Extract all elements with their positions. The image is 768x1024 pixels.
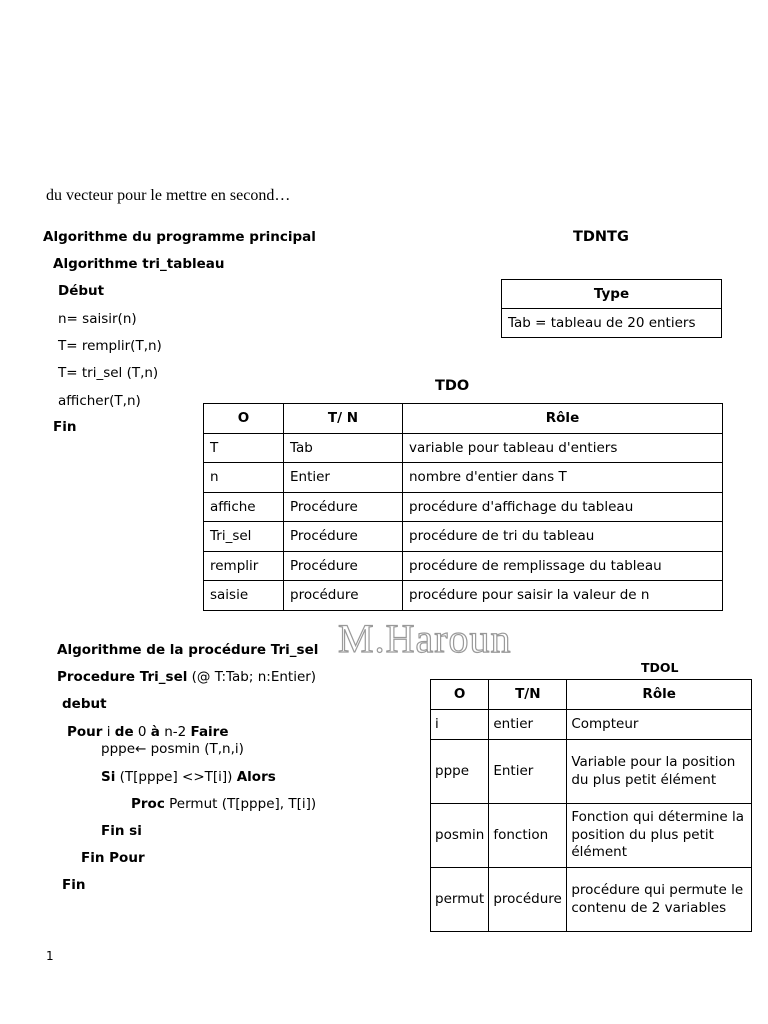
tdol-title: TDOL (641, 660, 679, 675)
tdol-header-role: Rôle (567, 680, 752, 710)
procedure-end: Fin (62, 877, 86, 893)
procedure-begin: debut (62, 696, 107, 712)
tdol-cell: Entier (489, 740, 567, 804)
assign-line: pppe← posmin (T,n,i) (101, 741, 244, 757)
tdo-cell: procédure de remplissage du tableau (403, 551, 723, 581)
main-end: Fin (53, 419, 77, 435)
faire-keyword: Faire (190, 724, 229, 740)
tdol-cell: Variable pour la position du plus petit élément (567, 740, 752, 804)
if-line (101, 769, 276, 785)
alors-keyword: Alors (236, 769, 276, 785)
tdol-cell: Fonction qui détermine la position du plus petit élément (567, 804, 752, 868)
table-row (431, 868, 752, 932)
tdol-header-o: O (431, 680, 489, 710)
tdo-cell: nombre d'entier dans T (403, 463, 723, 493)
tdo-header-tn: T/ N (284, 404, 403, 434)
tdo-cell: Procédure (284, 551, 403, 581)
for-line (67, 724, 229, 740)
a-keyword: à (150, 724, 160, 740)
table-row (431, 804, 752, 868)
table-row (204, 463, 723, 493)
main-line-1: n= saisir(n) (58, 311, 137, 327)
table-row (204, 492, 723, 522)
procedure-args: (@ T:Tab; n:Entier) (187, 669, 317, 685)
for-from: 0 (133, 724, 151, 740)
tdol-header-tn: T/N (489, 680, 567, 710)
tdo-cell: Tab (284, 433, 403, 463)
tdol-cell: fonction (489, 804, 567, 868)
tdol-table (430, 679, 752, 932)
procedure-keyword: Procedure Tri_sel (57, 669, 188, 685)
table-row (204, 522, 723, 552)
table-row (431, 740, 752, 804)
tdo-cell: Entier (284, 463, 403, 493)
main-line-2: T= remplir(T,n) (58, 338, 162, 354)
watermark: M.Haroun (338, 616, 512, 661)
tdo-cell: variable pour tableau d'entiers (403, 433, 723, 463)
tdo-cell: Tri_sel (204, 522, 284, 552)
end-if: Fin si (101, 823, 142, 839)
tdo-title: TDO (435, 378, 470, 394)
main-line-4: afficher(T,n) (58, 393, 141, 409)
table-row (204, 433, 723, 463)
for-to: n-2 (159, 724, 191, 740)
tdntg-row: Tab = tableau de 20 entiers (502, 309, 722, 338)
tdo-cell: affiche (204, 492, 284, 522)
for-var: i (102, 724, 115, 740)
tdo-cell: procédure d'affichage du tableau (403, 492, 723, 522)
table-row (431, 710, 752, 740)
proc-keyword: Proc (131, 796, 165, 812)
tdol-cell: permut (431, 868, 489, 932)
tdntg-table (501, 279, 722, 338)
intro-text: du vecteur pour le mettre en second… (46, 187, 291, 204)
page-number: 1 (46, 949, 54, 963)
tdol-cell: procédure qui permute le contenu de 2 variables (567, 868, 752, 932)
tdntg-title: TDNTG (573, 229, 629, 245)
tdntg-header: Type (502, 280, 722, 309)
tdo-header-role: Rôle (403, 404, 723, 434)
tdo-header-o: O (204, 404, 284, 434)
procedure-heading: Algorithme de la procédure Tri_sel (57, 642, 319, 658)
tdol-cell: posmin (431, 804, 489, 868)
end-for: Fin Pour (81, 850, 145, 866)
main-line-3: T= tri_sel (T,n) (58, 365, 159, 381)
if-condition: (T[pppe] <>T[i]) (115, 769, 237, 785)
tdo-cell: procédure (284, 581, 403, 611)
procedure-signature (57, 669, 316, 685)
algo-title: Algorithme tri_tableau (53, 256, 225, 272)
tdol-cell: pppe (431, 740, 489, 804)
tdo-cell: Procédure (284, 522, 403, 552)
tdo-cell: procédure de tri du tableau (403, 522, 723, 552)
proc-call: Permut (T[pppe], T[i]) (164, 796, 317, 812)
tdol-cell: Compteur (567, 710, 752, 740)
tdo-cell: remplir (204, 551, 284, 581)
tdol-cell: entier (489, 710, 567, 740)
tdo-cell: saisie (204, 581, 284, 611)
si-keyword: Si (101, 769, 116, 785)
de-keyword: de (114, 724, 134, 740)
tdol-cell: i (431, 710, 489, 740)
table-row (204, 581, 723, 611)
for-keyword: Pour (67, 724, 103, 740)
table-row (204, 551, 723, 581)
tdo-cell: n (204, 463, 284, 493)
tdo-cell: T (204, 433, 284, 463)
tdo-table (203, 403, 723, 611)
main-program-heading: Algorithme du programme principal (43, 229, 316, 245)
proc-call-line (131, 796, 316, 812)
tdol-cell: procédure (489, 868, 567, 932)
main-begin: Début (58, 283, 105, 299)
tdo-cell: Procédure (284, 492, 403, 522)
tdo-cell: procédure pour saisir la valeur de n (403, 581, 723, 611)
